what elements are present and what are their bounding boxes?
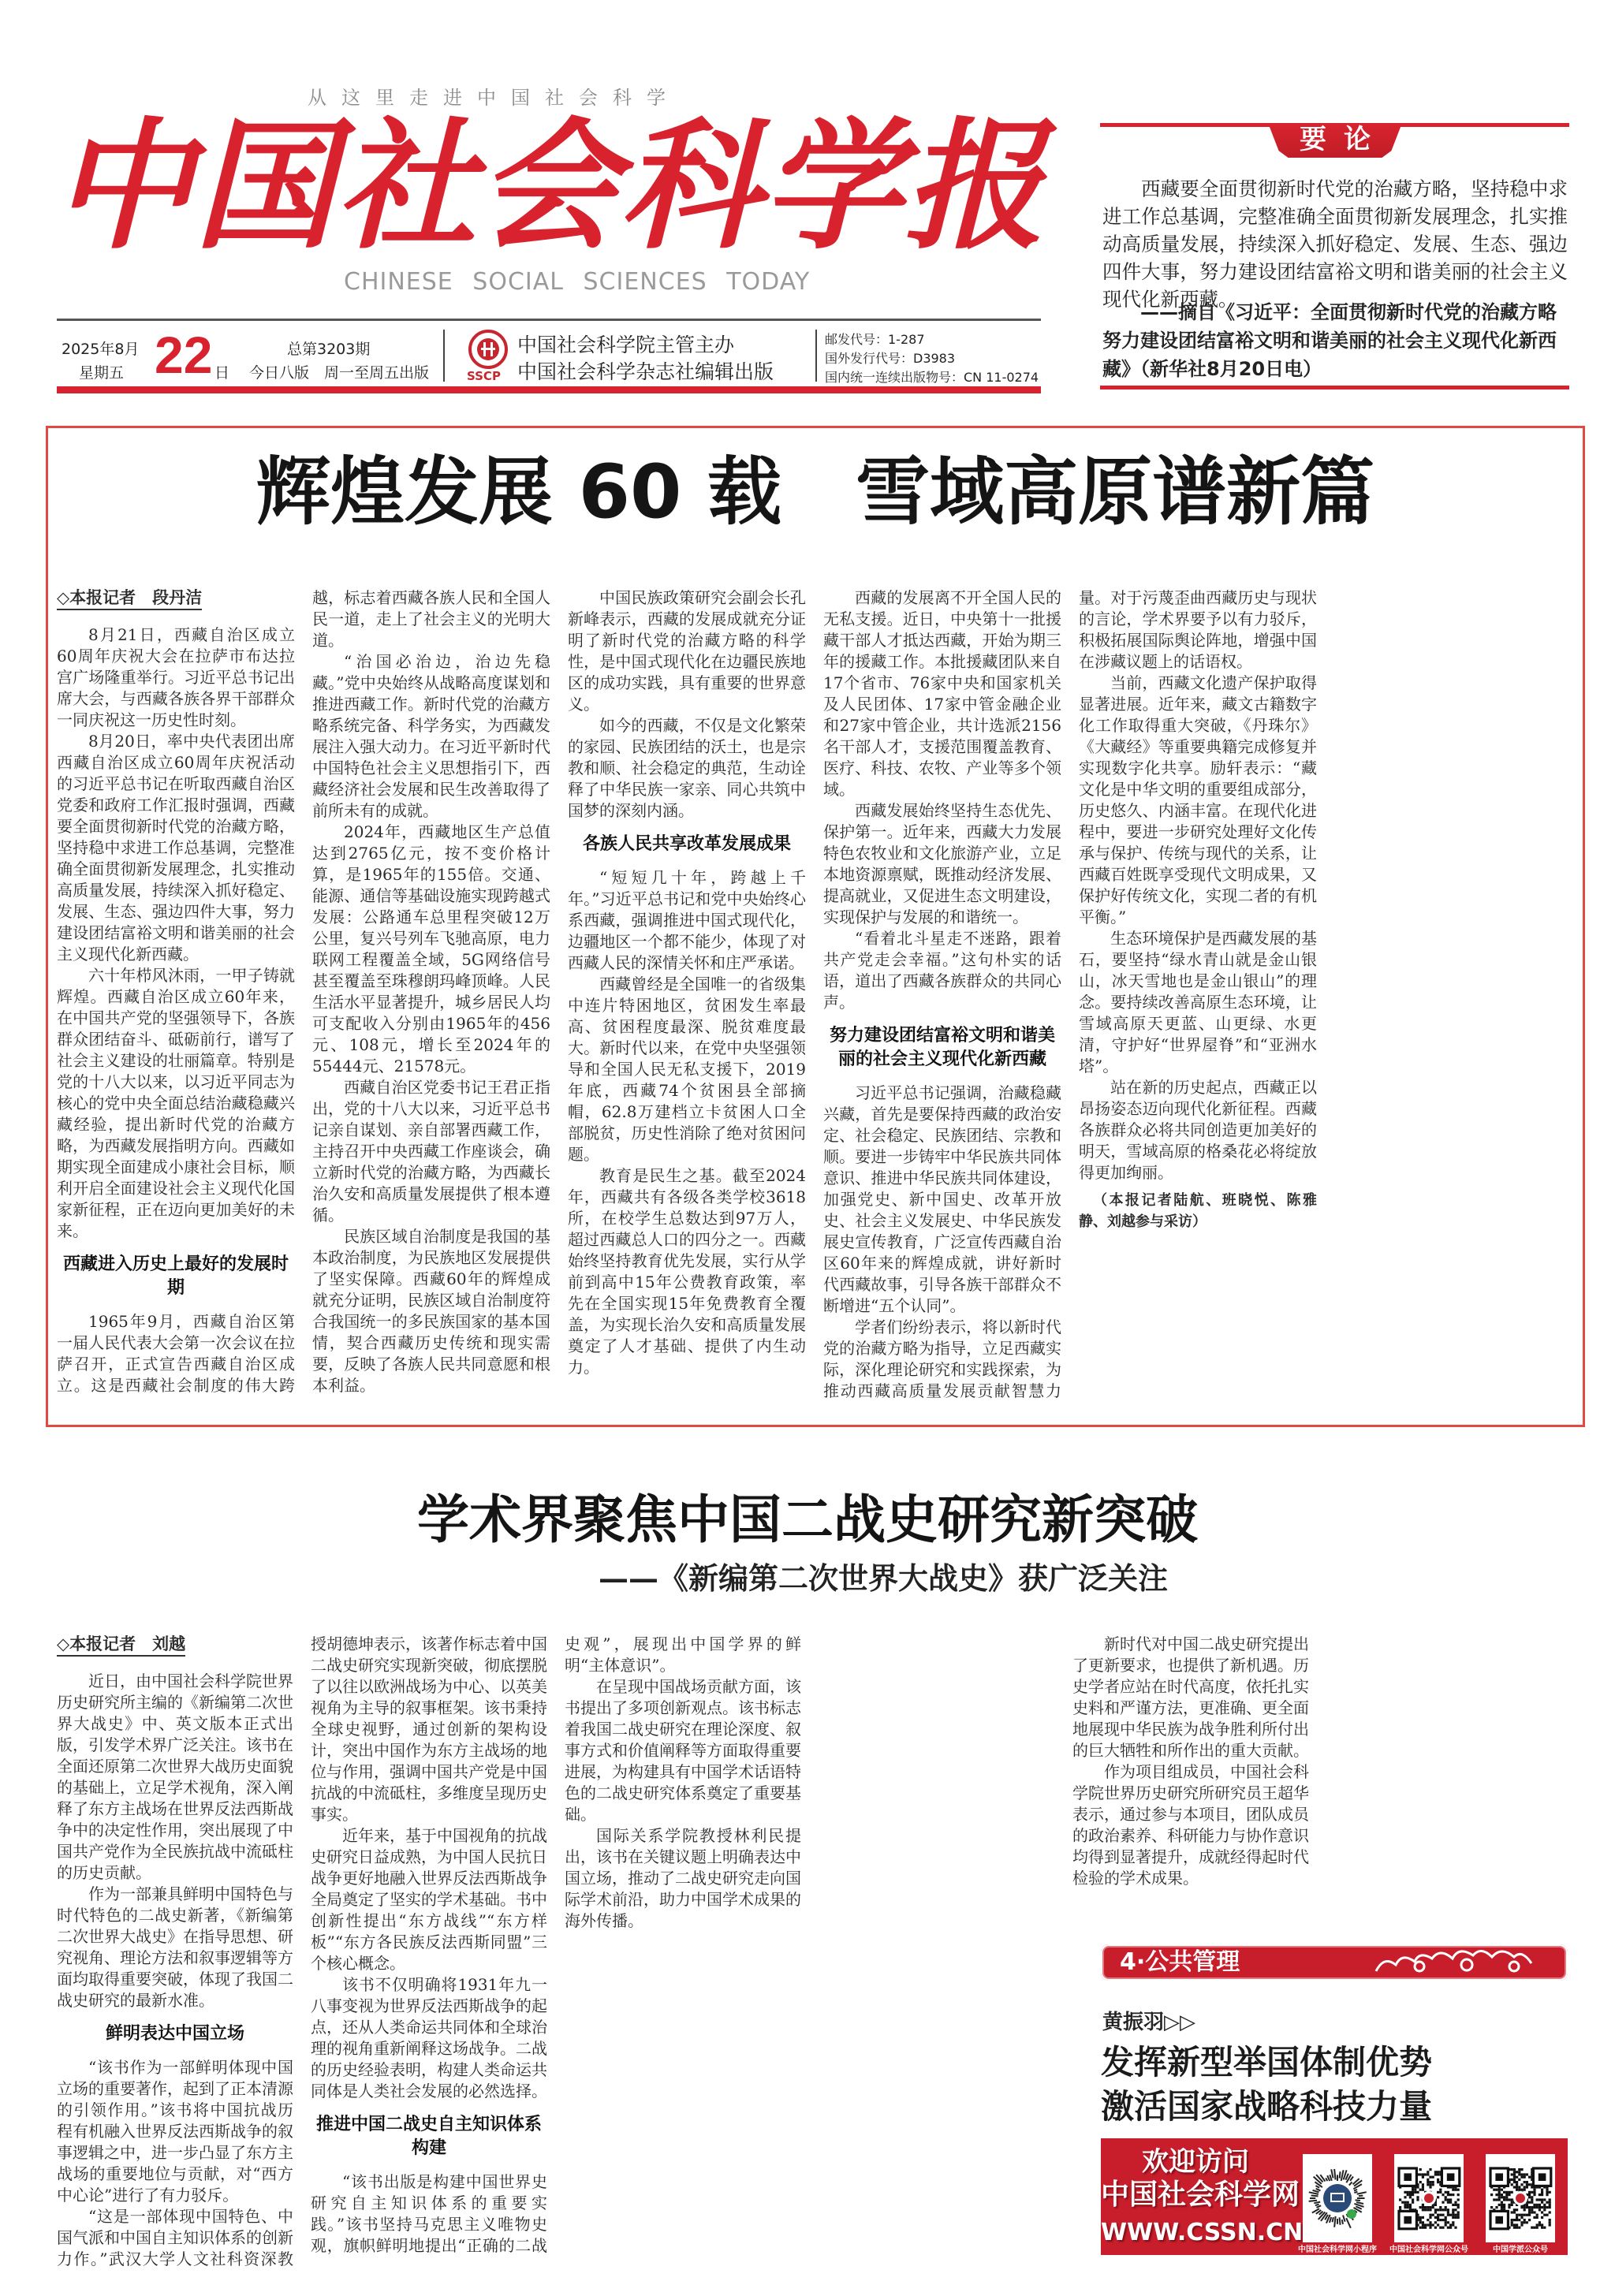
article-paragraph: 站在新的历史起点，西藏正以昂扬姿态迈向现代化新征程。西藏各族群众必将共同创造更加美好的明天，雪域高原的格桑花必将绽放得更加绚丽。 — [1079, 1078, 1317, 1182]
yaolun-bottom-rule — [1100, 386, 1569, 390]
qr-caption: 中国社会科学网小程序 — [1298, 2246, 1377, 2254]
article-subheading: 各族人民共享改革发展成果 — [582, 834, 791, 854]
article-paragraph: 西藏的发展离不开全国人民的无私支援。近日，中央第十一批援藏干部人才抵达西藏，开始为期三年的援藏工作。本批援藏团队来自17个省市、76家中央和国家机关及人民团体、17家中管金融企业和27家中管企业，共计选派2156名干部人才，支援范围覆盖教育、医疗、科技、农牧、产业等多个领域。 — [823, 588, 1061, 799]
divider — [443, 330, 445, 382]
article-subheading: 西藏进入历史上最好的发展时期 — [62, 1254, 289, 1298]
article-paragraph: 近日，由中国社会科学院世界历史研究所主编的《新编第二次世界大战史》中、英文版本正式出版，引发学术界广泛关注。该书在全面还原第二次世界大战历史面貌的基础上，立足学术视角，深入阐释了东方主战场在世界反法西斯战争中的决定性作用，突出展现了中国共产党作为全民族抗战中流砥柱的历史贡献。 — [57, 1672, 293, 1882]
article-paragraph: 当前，西藏文化遗产保护取得显著进展。近年来，藏文古籍数字化工作取得重大突破，《丹珠尔》《大藏经》等重要典籍完成修复并实现数字化共享。励轩表示：“藏文化是中华文明的重要组成部分，历史悠久、内涵丰富。在现代化进程中，要进一步研究处理好文化传承与保护、传统与现代的关系，让西藏百姓既享受现代文明成果，又保护好传统文化，实现二者的有机平衡。” — [1079, 673, 1317, 926]
article-paragraph: “该书出版是构建中国世界史研究自主知识体系的重要实践。”该书坚持马克思主义唯物史观，旗帜鲜明地提出“正确的二战史观”，展现出中国学界的鲜明“主体意识”。 — [311, 1634, 801, 2255]
cssn-advertisement[interactable] — [1101, 2138, 1568, 2255]
article-paragraph: 西藏曾经是全国唯一的省级集中连片特困地区，贫困发生率最高、贫困程度最深、脱贫难度最大。新时代以来，在党中央坚强领导和全国人民无私支援下，2019年底，西藏74个贫困县全部摘帽，62.8万建档立卡贫困人口全部脱贫，历史性消除了绝对贫困问题。 — [568, 975, 806, 1164]
ad-site-name: 中国社会科学网 — [1101, 2179, 1300, 2211]
article-paragraph: 作为一部兼具鲜明中国特色与时代特色的二战史新著，《新编第二次世界大战史》在指导思想、研究视角、理论方法和叙事逻辑等方面均取得重要突破，体现了我国二战史研究的最新水准。 — [57, 1884, 293, 2010]
header-rule — [57, 319, 1041, 321]
article-paragraph: 作为项目组成员，中国社会科学院世界历史研究所研究员王超华表示，通过参与本项目，团队成员的政治素养、科研能力与协作意识均得到显著提升，成就经得起时代检验的学术成果。 — [1072, 1762, 1309, 1888]
byline: ◇本报记者 段丹洁 — [57, 587, 202, 610]
article-subheading: 鲜明表达中国立场 — [105, 2024, 244, 2044]
article-paragraph: 西藏发展始终坚持生态优先、保护第一。近年来，西藏大力发展特色农牧业和文化旅游产业，立足本地资源禀赋，既推动经济发展、提高就业，又促进生态文明建设，实现保护与发展的和谐统一。 — [823, 801, 1061, 926]
issue-day-suffix: 日 — [214, 364, 230, 382]
article-paragraph: 8月20日，率中央代表团出席西藏自治区成立60周年庆祝活动的习近平总书记在听取西藏自治区党委和政府工作汇报时强调，西藏要全面贯彻新时代党的治藏方略，坚持稳中求进工作总基调，完整准确全面贯彻新发展理念，扎实推动高质量发展，持续深入抓好稳定、发展、生态、强边四件大事，努力建设团结富裕文明和谐美丽的社会主义现代化新西藏。 — [57, 732, 295, 964]
article-paragraph: 如今的西藏，不仅是文化繁荣的家园、民族团结的沃土，也是宗教和顺、社会稳定的典范，生动诠释了中华民族一家亲、同心共筑中国梦的深刻内涵。 — [568, 716, 806, 820]
issue-total-number: 总第3203期 — [287, 341, 371, 358]
article-paragraph: 国际关系学院教授林利民提出，该书在关键议题上明确表达中国立场，推动了二战史研究走向国际学术前沿，助力中国学术成果的海外传播。 — [565, 1826, 801, 1930]
teaser-author: 黄振羽▷▷ — [1102, 2011, 1195, 2034]
article-paragraph: 教育是民生之基。截至2024年，西藏共有各级各类学校3618所，在校学生总数达到97万人，超过西藏总人口的四分之一。西藏始终坚持教育优先发展，实行从学前到高中15年公费教育政策，率先在全国实现15年免费教育全覆盖，为实现长治久安和高质量发展奠定了人才基础、提供了内生动力。 — [568, 1166, 806, 1377]
article-paragraph: “这是一部体现中国特色、中国气派和中国自主知识体系的创新力作。”武汉大学人文社科资深教授胡德坤表示，该著作标志着中国二战史研究实现新突破，彻底摆脱了以往以欧洲战场为中心、以英美视角为主导的叙事框架。该书秉持全球史视野，通过创新的架构设计，突出中国作为东方主战场的地位与作用，强调中国共产党是中国抗战的中流砥柱，多维度呈现历史事实。 — [57, 1634, 547, 2268]
overseas-code: 国外发行代号：D3983 — [825, 351, 956, 366]
article-paragraph: 2024年，西藏地区生产总值达到2765亿元，按不变价格计算，是1965年的155倍。交通、能源、通信等基础设施实现跨越式发展：公路通车总里程突破12万公里，复兴号列车飞驰高原，电力联网工程覆盖全域，5G网络信号甚至覆盖至珠穆朗玛峰顶峰。人民生活水平显著提升，城乡居民人均可支配收入分别由1965年的456元、108元，增长至2024年的55444元、21578元。 — [312, 822, 550, 1075]
publisher-line-2: 中国社会科学杂志社编辑出版 — [517, 360, 774, 383]
article-paragraph: 新时代对中国二战史研究提出了更新要求，也提供了新机遇。历史学者应站在时代高度，依托扎实史料和严谨方法，更准确、更全面地展现中华民族为战争胜利所付出的巨大牺牲和所作出的重大贡献。 — [1072, 1634, 1309, 1760]
article-paragraph: 民族区域自治制度是我国的基本政治制度，为民族地区发展提供了坚实保障。西藏60年的辉煌成就充分证明，民族区域自治制度符合我国统一的多民族国家的基本国情，契合西藏历史传统和现实需要，反映了各族人民共同意愿和根本利益。 — [312, 1227, 550, 1395]
publisher-line-1: 中国社会科学院主管主办 — [517, 334, 735, 356]
qr-caption: 中国学派公众号 — [1493, 2246, 1548, 2254]
cssn-wechat-qr-icon[interactable] — [1394, 2154, 1464, 2242]
article-paragraph: 8月21日，西藏自治区成立60周年庆祝大会在拉萨市布达拉宫广场隆重举行。习近平总书记出席大会，与西藏各族各界干部群众一同庆祝这一历史性时刻。 — [57, 625, 295, 729]
article-subheading: 努力建设团结富裕文明和谐美丽的社会主义现代化新西藏 — [829, 1026, 1055, 1069]
second-headline[interactable]: 学术界聚焦中国二战史研究新突破 — [417, 1489, 1198, 1550]
article-paragraph: 六十年栉风沐雨，一甲子铸就辉煌。西藏自治区成立60年来，在中国共产党的坚强领导下，各族群众团结奋斗、砥砺前行，谱写了社会主义建设的壮丽篇章。特别是党的十八大以来，以习近平同志为核心的党中央全面总结治藏稳藏兴藏经验，提出新时代党的治藏方略，为西藏发展指明方向。西藏如期实现全面建成小康社会目标，顺利开启全面建设社会主义现代化国家新征程，正在迈向更加美好的未来。 — [57, 966, 295, 1240]
section-banner-label: 4·公共管理 — [1120, 1948, 1240, 1976]
lead-article-body — [57, 587, 1572, 1417]
article-paragraph: 学者们纷纷表示，将以新时代党的治藏方略为指导，立足西藏实际，深化理论研究和实践探索，为推动西藏高质量发展贡献智慧力量。对于污蔑歪曲西藏历史与现状的言论，学术界要予以有力驳斥，积极拓展国际舆论阵地，增强中国在涉藏议题上的话语权。 — [823, 588, 1317, 1400]
sscp-logo-text: SSCP — [467, 369, 501, 383]
article-paragraph: 中国民族政策研究会副会长孔新峰表示，西藏的发展成就充分证明了新时代党的治藏方略的科学性，是中国式现代化在边疆民族地区的成功实践，具有重要的世界意义。 — [568, 588, 806, 714]
masthead-title-logo: 中国社会科学报 — [52, 103, 1046, 268]
article-paragraph: “该书作为一部鲜明体现中国立场的重要著作，起到了正本清源的引领作用。”该书将中国抗战历程有机融入世界反法西斯战争的叙事逻辑之中，进一步凸显了东方主战场的重要地位与贡献，对“西方中心论”进行了有力驳斥。 — [57, 2058, 293, 2205]
masthead-slogan: 从这里走进中国社会科学 — [308, 87, 681, 109]
header-red-rule — [57, 386, 1041, 393]
second-article-body-continued — [1072, 1634, 1563, 1927]
article-paragraph: 在呈现中国战场贡献方面，该书提出了多项创新观点。该书标志着我国二战史研究在理论深度、叙事方式和价值阐释等方面取得重要进展，为构建具有中国学术话语特色的二战史研究体系奠定了重要基础。 — [565, 1677, 801, 1824]
ad-welcome: 欢迎访问 — [1142, 2146, 1249, 2178]
article-paragraph: 该书不仅明确将1931年九一八事变视为世界反法西斯战争的起点，还从人类命运共同体和全球治理的视角重新阐释这场战争。二战的历史经验表明，构建人类命运共同体是人类社会发展的必然选择。 — [311, 1975, 547, 2100]
postal-code: 邮发代号：1-287 — [825, 332, 925, 347]
sscp-logo-icon — [468, 330, 508, 369]
article-paragraph: “短短几十年，跨越上千年。”习近平总书记和党中央始终心系西藏，强调推进中国式现代化，边疆地区一个都不能少，体现了对西藏人民的深情关怀和庄严承诺。 — [568, 868, 806, 972]
teaser-headline[interactable] — [1101, 2041, 1432, 2129]
mini-program-qr-icon[interactable] — [1303, 2154, 1372, 2242]
yaolun-tab-label: 要论 — [1300, 124, 1388, 155]
article-paragraph: 生态环境保护是西藏发展的基石，要坚持“绿水青山就是金山银山，冰天雪地也是金山银山”的理念。要持续改善高原生态环境，让雪域高原天更蓝、山更绿、水更清，守护好“世界屋脊”和“亚洲水塔”。 — [1079, 929, 1317, 1075]
article-paragraph: “治国必治边，治边先稳藏。”党中央始终从战略高度谋划和推进西藏工作。新时代党的治藏方略系统完备、科学务实，为西藏发展注入强大动力。在习近平新时代中国特色社会主义思想指引下，西藏经济社会发展和民生改善取得了前所未有的成就。 — [312, 652, 550, 820]
reporter-credit: （本报记者陆航、班晓悦、陈雅静、刘越参与采访） — [1079, 1192, 1317, 1230]
yaolun-quote: 西藏要全面贯彻新时代党的治藏方略，坚持稳中求进工作总基调，完整准确全面贯彻新发展理念，扎实推动高质量发展，持续深入抓好稳定、发展、生态、强边四件大事，努力建设团结富裕文明和谐美丽的社会主义现代化新西藏。 — [1102, 177, 1568, 311]
second-article-body — [57, 1634, 1055, 2288]
article-paragraph: 近年来，基于中国视角的抗战史研究日益成熟，为中国人民抗日战争更好地融入世界反法西斯战争全局奠定了坚实的学术基础。书中创新性提出“东方战线”“东方样板”“东方各民族反法西斯同盟”三个核心概念。 — [311, 1826, 547, 1973]
ad-url[interactable]: WWW.CSSN.CN — [1101, 2219, 1304, 2246]
second-subtitle: ——《新编第二次世界大战史》获广泛关注 — [598, 1560, 1168, 1596]
article-paragraph: “看着北斗星走不迷路，跟着共产党走会幸福。”这句朴实的话语，道出了西藏各族群众的共同心声。 — [823, 929, 1061, 1012]
article-subheading: 推进中国二战史自主知识体系构建 — [315, 2115, 542, 2158]
qr-caption: 中国社会科学网公众号 — [1389, 2246, 1468, 2254]
article-paragraph: 西藏自治区党委书记王君正指出，党的十八大以来，习近平总书记亲自谋划、亲自部署西藏工作，主持召开中央西藏工作座谈会，确立新时代党的治藏方略，为西藏长治久安和高质量发展提供了根本遵循。 — [312, 1078, 550, 1224]
masthead-english: CHINESE SOCIAL SCIENCES TODAY — [344, 268, 811, 296]
article-paragraph: 习近平总书记强调，治藏稳藏兴藏，首先是要保持西藏的政治安定、社会稳定、民族团结、宗教和顺。要进一步铸牢中华民族共同体意识、推进中华民族共同体建设，加强党史、新中国史、改革开放史、社会主义发展史、中华民族发展史宣传教育，广泛宣传西藏自治区60年来的辉煌成就，讲好新时代西藏故事，引导各族干部群众不断增进“五个认同”。 — [823, 1083, 1061, 1315]
issue-day: 22 — [155, 326, 213, 384]
cn-code: 国内统一连续出版物号：CN 11-0274 — [825, 370, 1039, 385]
issue-pages: 今日八版 周一至周五出版 — [249, 364, 430, 382]
teaser-headline-line-2: 激活国家战略科技力量 — [1101, 2087, 1433, 2126]
chinese-school-qr-icon[interactable] — [1486, 2154, 1555, 2242]
issue-weekday: 星期五 — [79, 364, 125, 382]
cloud-ornament-icon — [1372, 1948, 1553, 1982]
lead-headline[interactable]: 辉煌发展 60 载 雪域高原谱新篇 — [255, 449, 1375, 535]
teaser-headline-line-1: 发挥新型举国体制优势 — [1101, 2043, 1433, 2082]
yaolun-source: ——摘自《习近平：全面贯彻新时代党的治藏方略 努力建设团结富裕文明和谐美丽的社会主义现代化新西藏》（新华社8月20日电） — [1102, 301, 1557, 380]
article-paragraph: 1965年9月，西藏自治区第一届人民代表大会第一次会议在拉萨召开，正式宣告西藏自治区成立。这是西藏社会制度的伟大跨越，标志着西藏各族人民和全国人民一道，走上了社会主义的光明大道。 — [57, 588, 550, 1395]
issue-year-month: 2025年8月 — [62, 341, 140, 358]
byline: ◇本报记者 刘越 — [57, 1634, 185, 1657]
divider — [815, 330, 817, 382]
